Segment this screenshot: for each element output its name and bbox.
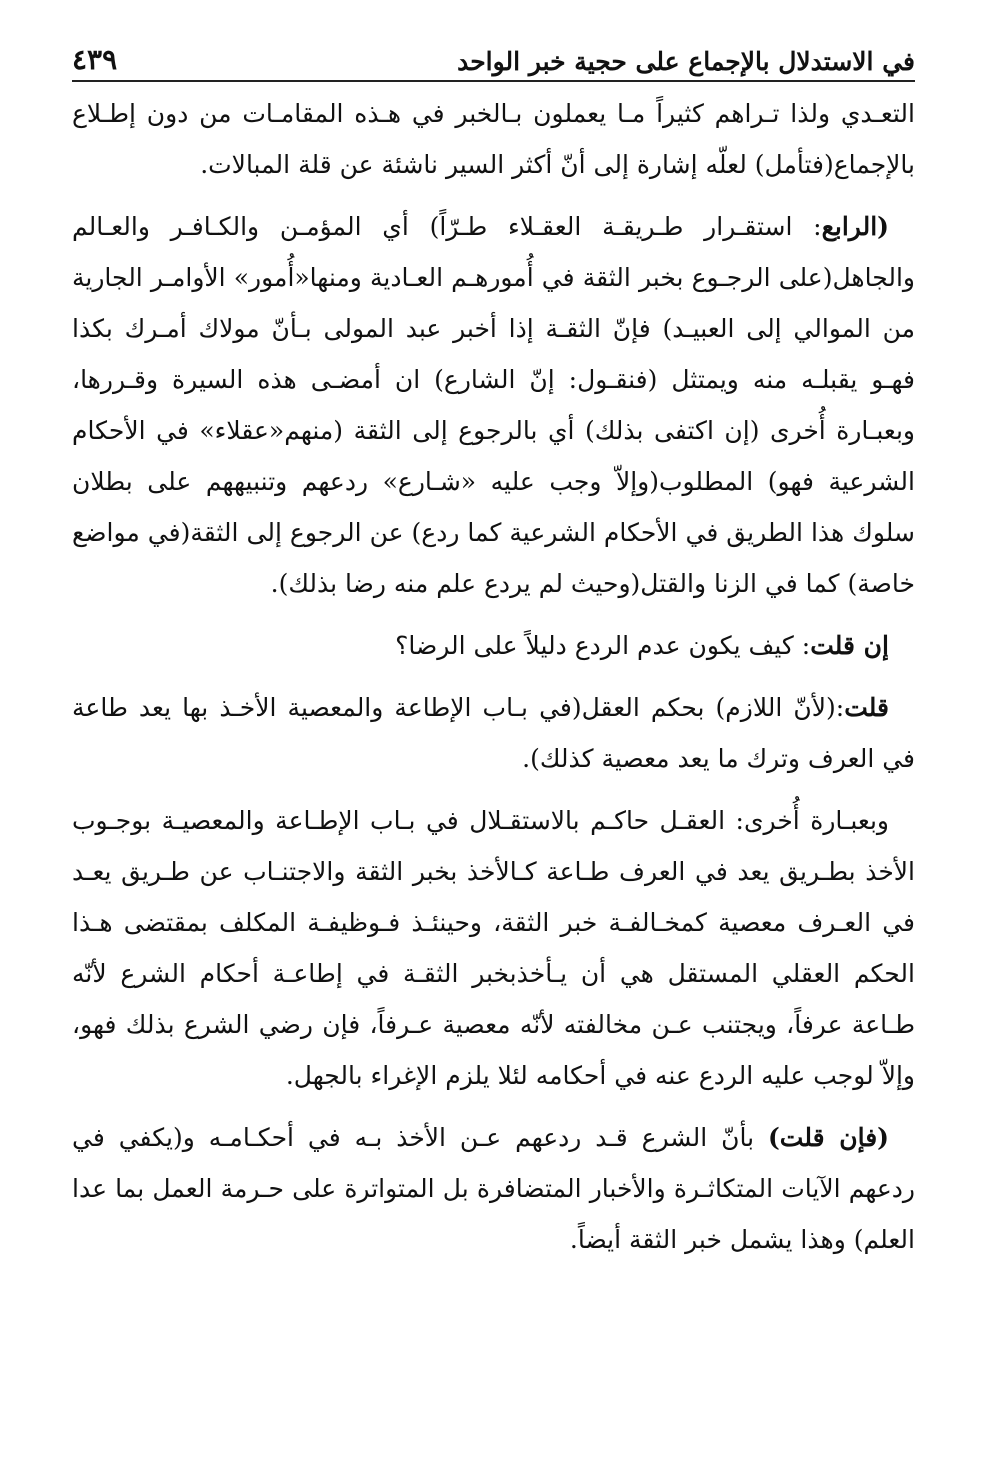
paragraph-lead: (الرابع (821, 212, 889, 241)
paragraph-lead: (فإن قلت) (767, 1123, 889, 1152)
running-title: في الاستدلال بالإجماع على حجية خبر الواحد (457, 47, 915, 76)
paragraph-text: وبعبـارة أُخرى: العقـل حاكـم بالاستقـلال في بـاب الإطـاعة والمعصيـة بوجـوب الأخذ بطـريق يعد في العرف طـاعة كـالأخذ بخبر الثقة والاجتنـاب عن طـريق يعـد في العـرف معصية كمخـالفـة خبر الثقة، وحينئـذ فـوظيفـة المكلف بمقتضى هـذا الحكم العقلي المستقل هي أن يـأخذبخبر الثقـة في إطاعـة أحكام الشرع لأنّه طـاعة عرفاً، ويجتنب عـن مخالفته لأنّه معصية عـرفاً، فإن رضي الشرع بذلك فهو، وإلاّ لوجب عليه الردع عنه في أحكامه لئلا يلزم الإغراء بالجهل. (72, 806, 915, 1090)
page-body (72, 88, 915, 1265)
paragraph-6 (72, 1112, 915, 1265)
paragraph-text: : كيف يكون عدم الردع دليلاً على الرضا؟ (395, 631, 811, 660)
paragraph-5 (72, 795, 915, 1101)
paragraph-text: :(لأنّ اللازم) بحكم العقل(في بـاب الإطاعة والمعصية الأخـذ بها يعد طاعة في العرف وترك ما يعد معصية كذلك). (72, 693, 915, 773)
paragraph-text: التعـدي ولذا تـراهم كثيراً مـا يعملون بـالخبر في هـذه المقامـات من دون إطـلاع بالإجماع(فتأمل) لعلّه إشارة إلى أنّ أكثر السير ناشئة عن قلة المبالات. (72, 99, 915, 179)
document-page (72, 30, 915, 1444)
page-number: ٤٣٩ (72, 43, 118, 76)
paragraph-lead: إن قلت (810, 631, 889, 660)
paragraph-1 (72, 88, 915, 190)
paragraph-lead: قلت (844, 693, 889, 722)
paragraph-3 (72, 620, 915, 671)
paragraph-4 (72, 682, 915, 784)
paragraph-text: بأنّ الشرع قـد ردعهم عـن الأخذ بـه في أحكـامـه و(يكفي في ردعهم الآيات المتكاثـرة والأخبار المتضافرة بل المتواترة على حـرمة العمل بما عدا العلم) وهذا يشمل خبر الثقة أيضاً. (72, 1123, 915, 1254)
page-header (72, 30, 915, 82)
paragraph-2 (72, 201, 915, 609)
paragraph-text: : استقـرار طـريقـة العقـلاء طـرّاً) أي المؤمـن والكـافـر والعـالم والجاهل(على الرجـوع بخبر الثقة في أُمورهـم العـادية ومنها«أُمور» الأوامـر الجارية من الموالي إلى العبيـد) فإنّ الثقـة إذا أخبر عبد المولى بـأنّ مولاك أمـرك بكذا فهـو يقبلـه منه ويمتثل (فنقـول: إنّ الشارع) ان أمضـى هذه السيرة وقـررها، وبعبـارة أُخرى (إن اكتفى بذلك) أي بالرجوع إلى الثقة (منهم«عقلاء» في الأحكام الشرعية فهو) المطلوب(وإلاّ وجب عليه «شـارع» ردعهم وتنبيههم على بطلان سلوك هذا الطريق في الأحكام الشرعية كما ردع) عن الرجوع إلى الثقة(في مواضع خاصة) كما في الزنا والقتل(وحيث لم يردع علم منه رضا بذلك). (72, 212, 915, 598)
